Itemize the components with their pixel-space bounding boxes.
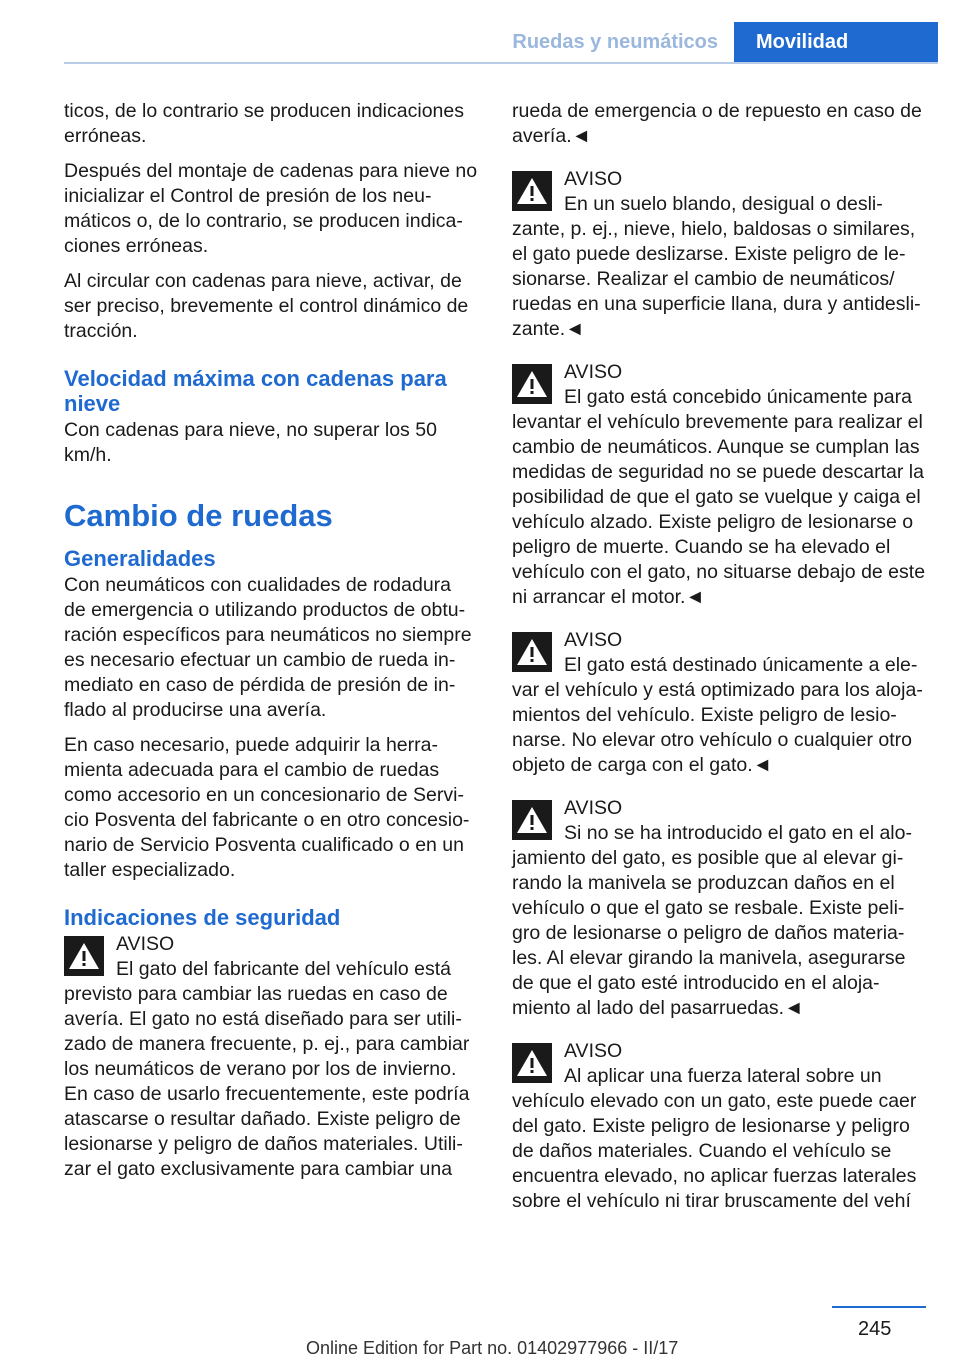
end-mark: ◄ [685,586,705,608]
warning-title: AVISO [564,629,623,651]
warning-icon [64,936,104,976]
end-mark: ◄ [571,125,591,147]
header-rule [64,62,938,64]
chapter-tab: Movilidad [734,22,938,62]
footer-rule [832,1306,926,1308]
warning-title: AVISO [564,797,623,819]
header-tabs [496,22,938,62]
warning-block [512,628,926,778]
warning-text: Si no se ha introducido el gato en el alojamiento del gato, es posible que al elevar girando la manivela se produzcan daños en el vehículo o que el gato se resbale. Existe peligro de lesionarse o peligro de daños materiales. Al elevar girando la manivela, asegurarse de que el gato esté introducido en el alojamiento al lado del pasarruedas. [512,822,912,1019]
page-number: 245 [858,1318,892,1340]
right-column [512,99,926,1232]
warning-icon [512,632,552,672]
left-column [64,99,478,1200]
warning-block [64,932,478,1182]
paragraph: Al circular con cadenas para nieve, activar, de ser preciso, brevemente el control dinámico de tracción. [64,270,469,342]
warning-block [512,360,926,610]
paragraph: Con cadenas para nieve, no superar los 50 km/h. [64,419,437,466]
warning-text: El gato está destinado únicamente a elevar el vehículo y está optimizado para los alojamientos del vehículo. Existe peligro de lesionarse. No elevar otro vehículo o cualquier otro objeto de carga con el gato. [512,654,923,776]
warning-text: El gato del fabricante del vehículo está previsto para cambiar las ruedas en caso de avería. El gato no está diseñado para ser utilizado de manera frecuente, p. ej., para cambiar los neumáticos de verano por los de invierno. En caso de usarlo frecuentemente, este podría atascarse o resultar dañado. Existe peligro de lesionarse y peligro de daños materiales. Utilizar el gato exclusivamente para cambiar una [64,958,470,1180]
paragraph: Después del montaje de cadenas para nieve no inicializar el Control de presión de los neumáticos o, de lo contrario, se producen indicaciones erróneas. [64,160,478,257]
paragraph-text: rueda de emergencia o de repuesto en caso de avería. [512,100,922,147]
warning-text: Al aplicar una fuerza lateral sobre un vehículo elevado con un gato, este puede caer del gato. Existe peligro de lesionarse y peligro de daños materiales. Cuando el vehículo se encuentra elevado, no aplicar fuerzas laterales sobre el vehículo ni tirar bruscamente del vehí [512,1065,917,1212]
warning-icon [512,364,552,404]
warning-text: El gato está concebido únicamente para levantar el vehículo brevemente para realizar el cambio de neumáticos. Aunque se cumplan las medidas de seguridad no se puede descartar la posibilidad de que el gato se vuelque y caiga el vehículo alzado. Existe peligro de lesionarse o peligro de muerte. Cuando se ha elevado el vehículo con el gato, no situarse debajo de este ni arrancar el motor. [512,386,926,608]
edition-note: Online Edition for Part no. 01402977966 - II/17 [306,1338,679,1358]
warning-icon [512,800,552,840]
paragraph [512,99,926,149]
warning-block [512,1039,926,1214]
heading-general: Generalidades [64,546,216,571]
warning-title: AVISO [564,361,623,383]
warning-icon [512,171,552,211]
heading-wheel-change: Cambio de ruedas [64,498,333,533]
paragraph: Con neumáticos con cualidades de rodadura de emergencia o utilizando productos de obturación específicos para neumáticos no siempre es necesario efectuar un cambio de rueda inmediato en caso de pérdida de presión de inflado al producirse una avería. [64,574,472,721]
end-mark: ◄ [784,997,804,1019]
paragraph: En caso necesario, puede adquirir la herramienta adecuada para el cambio de ruedas como accesorio en un concesionario de Servicio Posventa del fabricante o en otro concesionario de Servicio Posventa cualificado o en un taller especializado. [64,734,470,881]
warning-title: AVISO [564,168,623,190]
warning-text: En un suelo blando, desigual o deslizante, p. ej., nieve, hielo, baldosas o similares, el gato puede deslizarse. Existe peligro de lesionarse. Realizar el cambio de neumáticos/ ruedas en una superficie llana, dura y antideslizante. [512,193,921,340]
heading-safety: Indicaciones de seguridad [64,905,341,930]
end-mark: ◄ [565,318,585,340]
warning-title: AVISO [564,1040,623,1062]
warning-block [512,167,926,342]
paragraph: ticos, de lo contrario se producen indicaciones erróneas. [64,100,464,147]
section-tab: Ruedas y neumáticos [496,22,734,62]
warning-title: AVISO [116,933,175,955]
warning-icon [512,1043,552,1083]
end-mark: ◄ [752,754,772,776]
warning-block [512,796,926,1021]
heading-speed: Velocidad máxima con cadenas para nieve [64,366,447,416]
